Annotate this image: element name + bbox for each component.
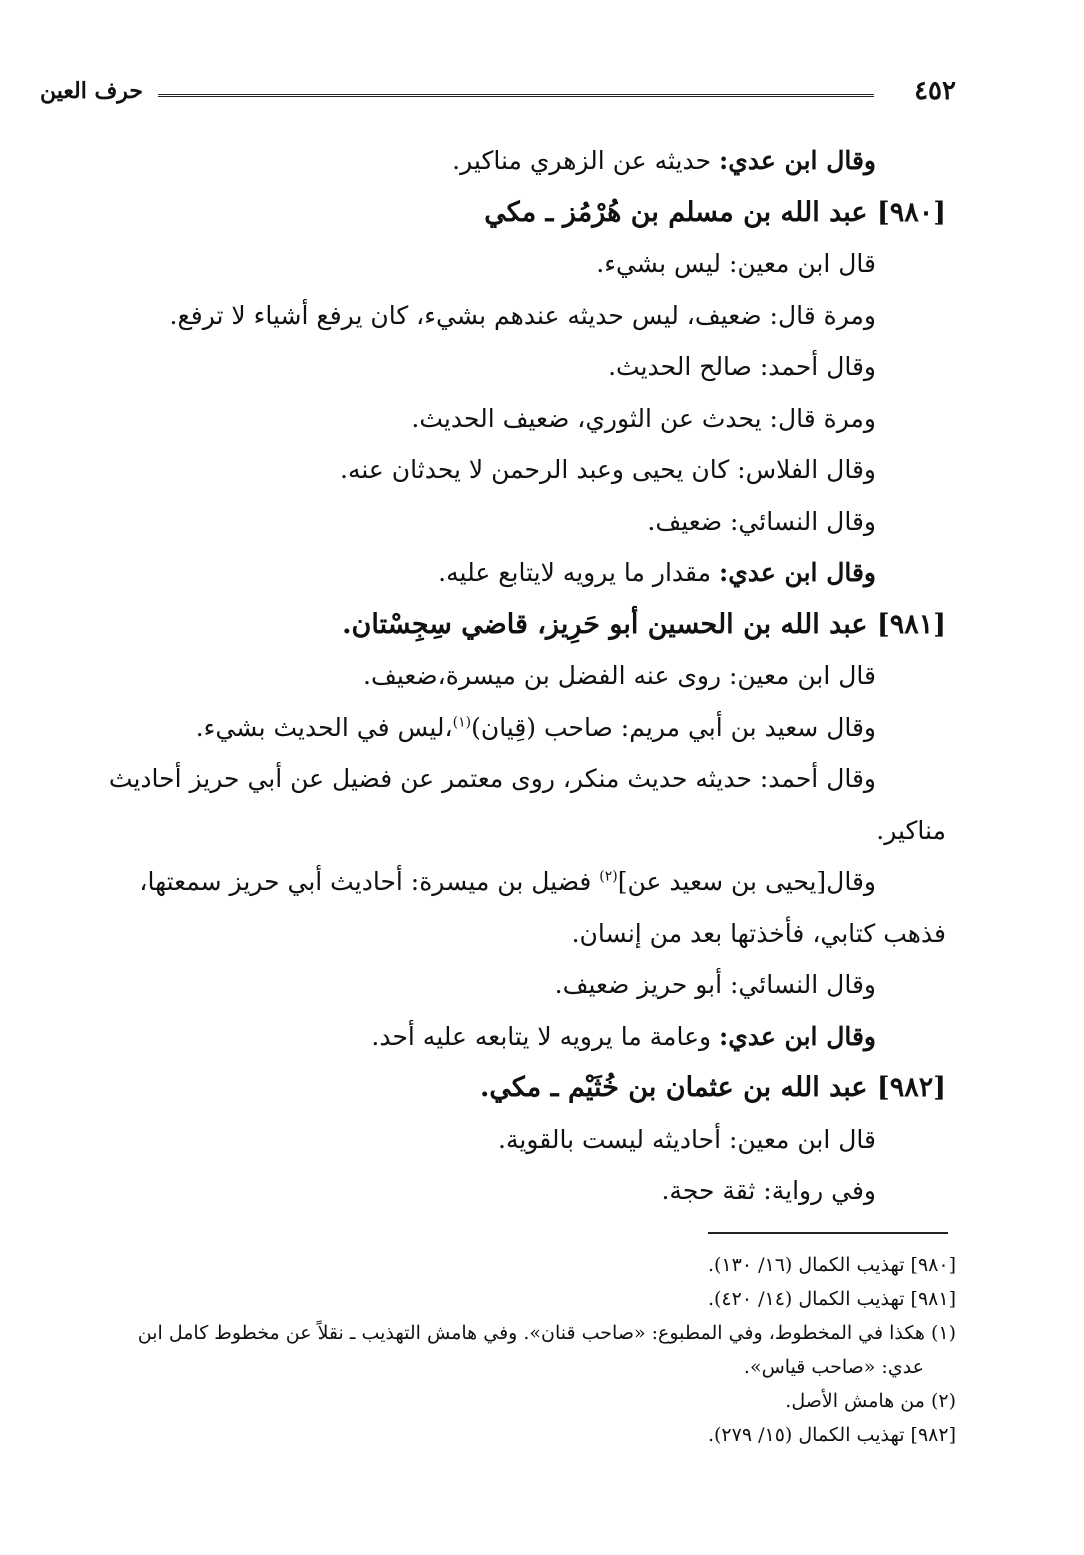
- text-line: [66, 290, 946, 342]
- footnote-line: عدي: «صاحب قياس».: [743, 1356, 924, 1378]
- line-text: وعامة ما يرويه لا يتابعه عليه أحد.: [371, 1021, 720, 1051]
- text-line: [66, 908, 946, 960]
- line-text: [٩٨١] عبد الله بن الحسين أبو حَرِيز، قاضي سِجِسْتان.: [342, 608, 946, 640]
- text-line: [66, 856, 946, 908]
- line-text: [٩٨٠] عبد الله بن مسلم بن هُرْمُز ـ مكي: [484, 196, 946, 228]
- footnote-line: (٢) من هامش الأصل.: [785, 1390, 956, 1412]
- footnotes: [66, 1248, 956, 1452]
- entry-heading: [66, 1062, 946, 1114]
- text-line: [66, 135, 946, 187]
- text-line: [66, 444, 946, 496]
- line-text: وقال أحمد: حديثه حديث منكر، روى معتمر عن فضيل عن أبي حريز أحاديث: [108, 764, 876, 793]
- line-text: وقال أحمد: صالح الحديث.: [608, 352, 876, 381]
- line-text: قال ابن معين: ليس بشيء.: [596, 249, 876, 278]
- footnote-line: [٩٨٠] تهذيب الكمال (١٦/ ١٣٠).: [707, 1254, 956, 1276]
- text-line: [66, 1011, 946, 1063]
- line-text: وقال[يحيى بن سعيد عن]: [617, 867, 876, 896]
- text-line: [66, 702, 946, 754]
- running-title: حرف العين: [40, 78, 144, 104]
- text-line: [66, 805, 946, 857]
- text-line: [66, 547, 946, 599]
- text-line: [66, 753, 946, 805]
- text-line: [66, 238, 946, 290]
- text-line: [66, 393, 946, 445]
- line-text: وقال الفلاس: كان يحيى وعبد الرحمن لا يحدثان عنه.: [340, 455, 876, 484]
- line-text: وقال النسائي: ضعيف.: [647, 506, 876, 536]
- footnote-line: (١) هكذا في المخطوط، وفي المطبوع: «صاحب قنان». وفي هامش التهذيب ـ نقلاً عن مخطوط كامل ابن: [137, 1322, 956, 1344]
- text-line: [66, 496, 946, 548]
- text-line: [66, 1165, 946, 1217]
- speaker-label: وقال ابن عدي:: [719, 146, 876, 175]
- entry-heading: [66, 599, 946, 651]
- text-line: [66, 1114, 946, 1166]
- text-line: [66, 959, 946, 1011]
- entry-heading: [66, 187, 946, 239]
- speaker-label: وقال ابن عدي:: [719, 558, 876, 587]
- footnote-marker: (٢): [599, 868, 618, 885]
- header-rule: [158, 94, 874, 97]
- line-text: قال ابن معين: روى عنه الفضل بن ميسرة،ضعيف.: [363, 661, 876, 690]
- line-text: وقال سعيد بن أبي مريم: صاحب (قِيان): [471, 712, 876, 742]
- page-number: ٤٥٢: [914, 76, 956, 106]
- main-text: [66, 135, 946, 1217]
- line-text: مناكير.: [876, 815, 946, 845]
- footnote-line: [٩٨٢] تهذيب الكمال (١٥/ ٢٧٩).: [707, 1424, 956, 1446]
- line-text: حديثه عن الزهري مناكير.: [452, 146, 720, 175]
- footnote-separator: [708, 1232, 948, 1234]
- line-text: وقال النسائي: أبو حريز ضعيف.: [554, 970, 876, 999]
- line-text: ومرة قال: ضعيف، ليس حديثه عندهم بشيء، كان يرفع أشياء لا ترفع.: [169, 300, 876, 330]
- line-text-continued: ،ليس في الحديث بشيء.: [195, 712, 453, 742]
- line-text-continued: فضيل بن ميسرة: أحاديث أبي حريز سمعتها،: [139, 867, 600, 896]
- line-text: وفي رواية: ثقة حجة.: [661, 1176, 876, 1205]
- page-header: [40, 76, 956, 116]
- line-text: فذهب كتابي، فأخذتها بعد من إنسان.: [571, 918, 946, 948]
- footnote-marker: (١): [452, 714, 472, 731]
- line-text: قال ابن معين: أحاديثه ليست بالقوية.: [498, 1124, 876, 1154]
- line-text: [٩٨٢] عبد الله بن عثمان بن خُثَيْم ـ مكي.: [479, 1072, 946, 1103]
- footnote-line: [٩٨١] تهذيب الكمال (١٤/ ٤٢٠).: [707, 1288, 956, 1310]
- line-text: ومرة قال: يحدث عن الثوري، ضعيف الحديث.: [411, 403, 876, 433]
- line-text: مقدار ما يرويه لايتابع عليه.: [438, 558, 720, 587]
- text-line: [66, 341, 946, 393]
- speaker-label: وقال ابن عدي:: [719, 1021, 876, 1051]
- text-line: [66, 650, 946, 702]
